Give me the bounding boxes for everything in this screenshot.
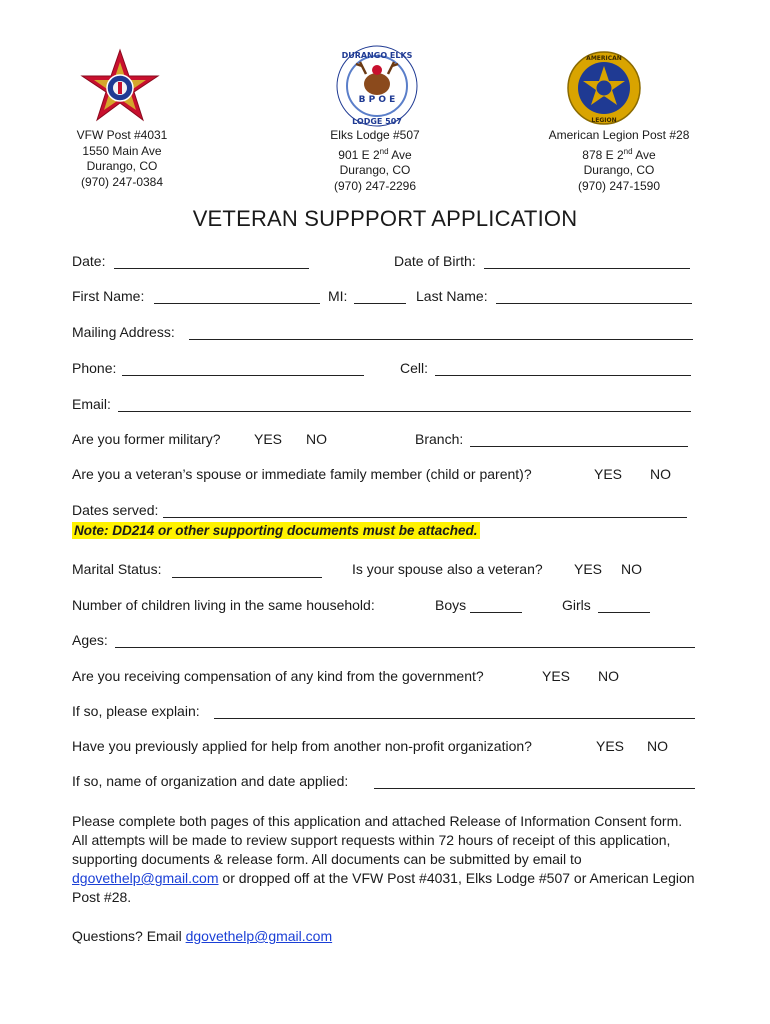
spouse-family-yes[interactable]: YES xyxy=(594,466,623,482)
org-name-label: If so, name of organization and date applied: xyxy=(72,773,349,789)
elks-logo-letters: B P O E xyxy=(358,95,396,105)
elks-logo xyxy=(332,44,422,128)
cell-label: Cell: xyxy=(400,360,429,376)
american-legion-logo xyxy=(566,50,642,126)
explain-label: If so, please explain: xyxy=(72,703,200,719)
spouse-family-label: Are you a veteran’s spouse or immediate family member (child or parent)? xyxy=(72,466,532,482)
spouse-family-no[interactable]: NO xyxy=(650,466,671,482)
applied-before-no[interactable]: NO xyxy=(647,738,668,754)
elks-phone: (970) 247-2296 xyxy=(333,178,417,193)
elks-address xyxy=(295,128,455,194)
former-military-label: Are you former military? xyxy=(72,431,221,447)
vfw-name: VFW Post #4031 xyxy=(76,128,168,142)
girls-label: Girls xyxy=(562,597,591,613)
instructions-email-link[interactable]: dgovethelp@gmail.com xyxy=(72,870,219,886)
spouse-veteran-yes[interactable]: YES xyxy=(574,561,603,577)
questions-email-link[interactable]: dgovethelp@gmail.com xyxy=(185,928,333,944)
dates-served-field[interactable] xyxy=(163,517,687,518)
phone-label: Phone: xyxy=(72,360,117,376)
email-label: Email: xyxy=(72,396,111,412)
former-military-yes[interactable]: YES xyxy=(254,431,283,447)
elks-logo-bottom-text: LODGE 507 xyxy=(352,117,402,126)
vfw-address xyxy=(42,128,202,190)
elks-city: Durango, CO xyxy=(339,163,411,177)
legion-city: Durango, CO xyxy=(583,163,655,177)
legion-logo-top-text: AMERICAN xyxy=(586,55,622,62)
explain-field[interactable] xyxy=(214,718,695,719)
children-label: Number of children living in the same household: xyxy=(72,597,375,613)
first-name-label: First Name: xyxy=(72,288,145,304)
phone-field[interactable] xyxy=(122,375,364,376)
ages-field[interactable] xyxy=(115,647,695,648)
mi-label: MI: xyxy=(328,288,348,304)
dob-label: Date of Birth: xyxy=(394,253,476,269)
vfw-phone: (970) 247-0384 xyxy=(80,174,164,189)
dates-served-label: Dates served: xyxy=(72,502,159,518)
email-field[interactable] xyxy=(118,411,691,412)
legion-street: 878 E 2nd Ave xyxy=(582,146,656,162)
boys-label: Boys xyxy=(435,597,467,613)
legion-name: American Legion Post #28 xyxy=(548,128,690,142)
mi-field[interactable] xyxy=(354,303,406,304)
cell-field[interactable] xyxy=(435,375,691,376)
legion-logo-bottom-text: LEGION xyxy=(591,117,617,124)
former-military-no[interactable]: NO xyxy=(306,431,327,447)
marital-status-label: Marital Status: xyxy=(72,561,162,577)
applied-before-label: Have you previously applied for help from another non-profit organization? xyxy=(72,738,532,754)
instructions-paragraph: Please complete both pages of this application and attached Release of Information Consent form. All attempts will be made to review support requests within 72 hours of receipt of this application, supporting documents & release form. All documents can be submitted by email to dgovethelp@gmail.com or dropped off at the VFW Post #4031, Elks Lodge #507 or American Legion Post #28. xyxy=(72,813,695,905)
branch-field[interactable] xyxy=(470,446,688,447)
vfw-logo xyxy=(78,48,162,128)
page-title: VETERAN SUPPPORT APPLICATION xyxy=(192,206,578,231)
first-name-field[interactable] xyxy=(154,303,320,304)
org-name-field[interactable] xyxy=(374,788,695,789)
compensation-yes[interactable]: YES xyxy=(542,668,571,684)
girls-field[interactable] xyxy=(598,612,650,613)
branch-label: Branch: xyxy=(415,431,464,447)
questions-line: Questions? Email dgovethelp@gmail.com xyxy=(72,928,333,944)
date-field[interactable] xyxy=(114,268,309,269)
last-name-field[interactable] xyxy=(496,303,692,304)
dob-field[interactable] xyxy=(484,268,690,269)
elks-logo-top-text: DURANGO ELKS xyxy=(341,51,413,60)
applied-before-yes[interactable]: YES xyxy=(596,738,625,754)
date-label: Date: xyxy=(72,253,106,269)
spouse-veteran-no[interactable]: NO xyxy=(621,561,642,577)
last-name-label: Last Name: xyxy=(416,288,488,304)
mailing-address-label: Mailing Address: xyxy=(72,324,175,340)
vfw-city: Durango, CO xyxy=(86,159,158,173)
legion-phone: (970) 247-1590 xyxy=(577,178,661,193)
elks-name: Elks Lodge #507 xyxy=(330,128,420,142)
compensation-no[interactable]: NO xyxy=(598,668,619,684)
vfw-street: 1550 Main Ave xyxy=(82,143,162,158)
legion-address xyxy=(539,128,699,194)
marital-status-field[interactable] xyxy=(172,577,322,578)
boys-field[interactable] xyxy=(470,612,522,613)
spouse-veteran-label: Is your spouse also a veteran? xyxy=(352,561,543,577)
dd214-note: Note: DD214 or other supporting documents must be attached. xyxy=(74,523,478,538)
mailing-address-field[interactable] xyxy=(189,339,693,340)
elks-street: 901 E 2nd Ave xyxy=(338,146,412,162)
ages-label: Ages: xyxy=(72,632,108,648)
compensation-label: Are you receiving compensation of any kind from the government? xyxy=(72,668,484,684)
